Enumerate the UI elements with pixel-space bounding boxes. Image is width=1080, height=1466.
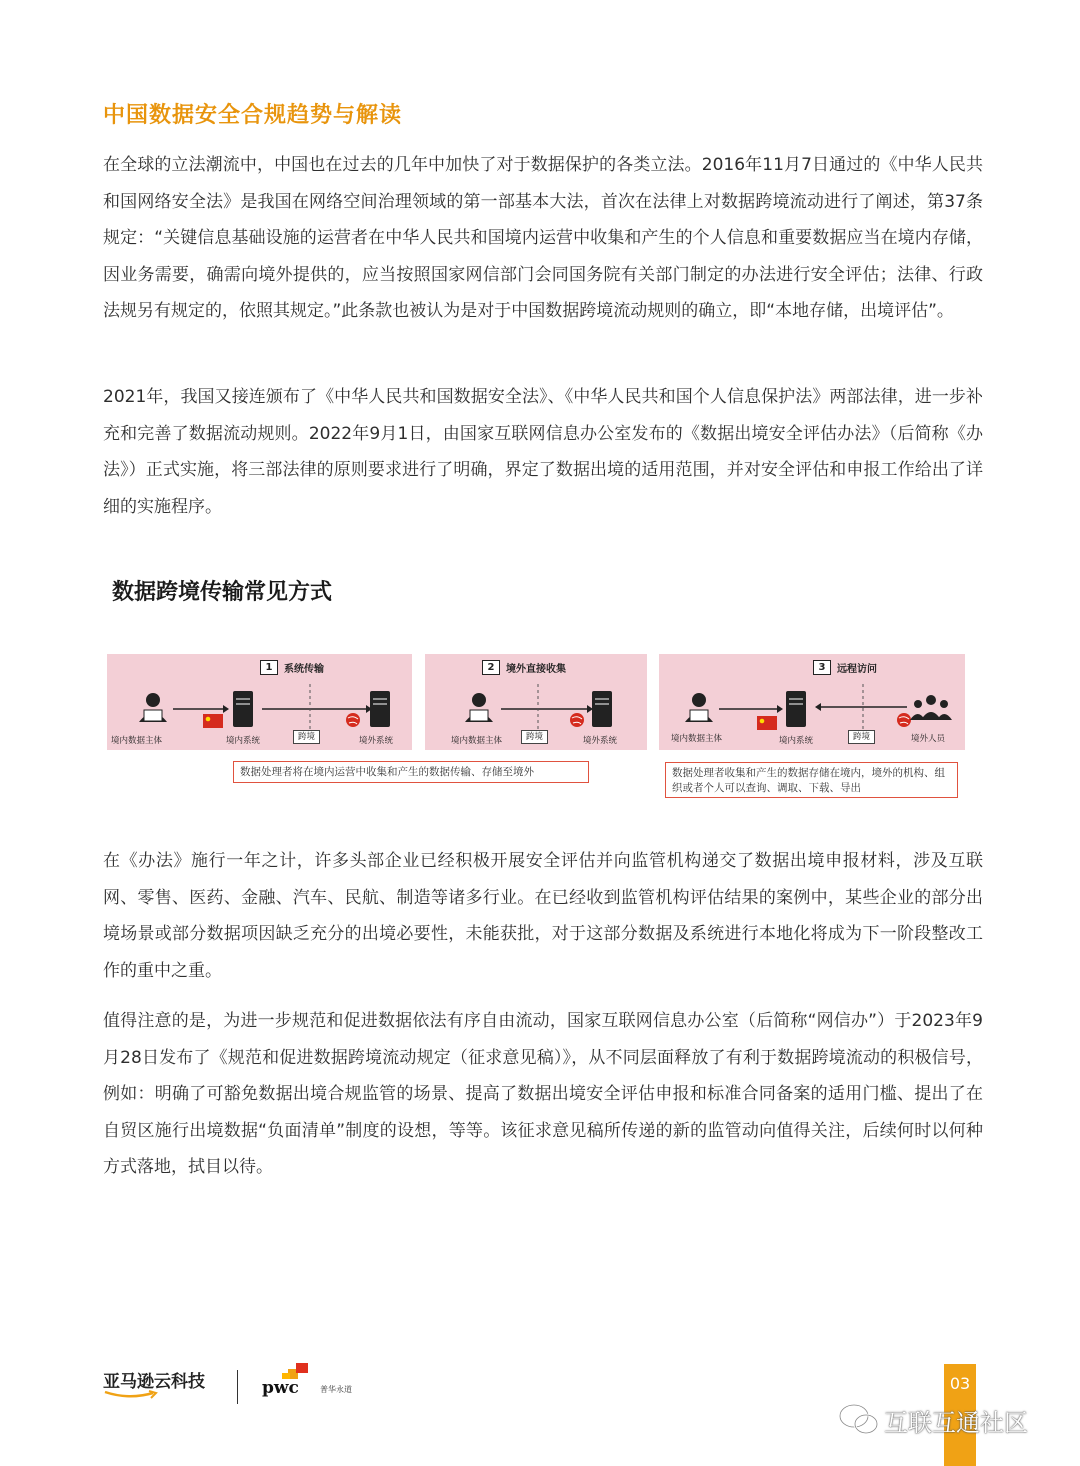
diagram-panel-system-transfer xyxy=(107,654,412,750)
panel-title xyxy=(813,660,877,675)
panel-number: 3 xyxy=(813,660,831,675)
label-subject: 境内数据主体 xyxy=(671,734,723,744)
label-cross-border: 跨境 xyxy=(521,730,548,744)
paragraph-3: 在《办法》施行一年之计，许多头部企业已经积极开展安全评估并向监管机构递交了数据出境申报材料，涉及互联网、零售、医药、金融、汽车、民航、制造等诸多行业。在已经收到监管机构评估结果的案例中，某些企业的部分出境场景或部分数据项因缺乏充分的出境必要性，未能获批，对于这部分数据及系统进行本地化将成为下一阶段整改工作的重中之重。 xyxy=(103,851,983,981)
border-divider xyxy=(309,684,311,730)
paragraph-2: 2021年，我国又接连颁布了《中华人民共和国数据安全法》、《中华人民共和国个人信息保护法》两部法律，进一步补充和完善了数据流动规则。2022年9月1日，由国家互联网信息办公室发布的《数据出境安全评估办法》（后简称《办法》）正式实施，将三部法律的原则要求进行了明确，界定了数据出境的适用范围，并对安全评估和申报工作给出了详细的实施程序。 xyxy=(103,387,983,517)
label-cross-border: 跨境 xyxy=(293,730,320,744)
panel-title-text: 境外直接收集 xyxy=(506,664,566,675)
paragraph-4: 值得注意的是，为进一步规范和促进数据依法有序自由流动，国家互联网信息办公室（后简称“网信办”）于2023年9月28日发布了《规范和促进数据跨境流动规定（征求意见稿）》，从不同层面释放了有利于数据跨境流动的积极信号，例如：明确了可豁免数据出境合规监管的场景、提高了数据出境安全评估申报和标准合同备案的适用门槛、提出了在自贸区施行出境数据“负面清单”制度的设想，等等。该征求意见稿所传递的新的监管动向值得关注，后续何时以何种方式落地，拭目以待。 xyxy=(103,1011,983,1177)
aws-brand-logo: 亚马逊云科技 xyxy=(103,1372,205,1392)
diagram-title: 数据跨境传输常见方式 xyxy=(112,580,333,605)
server-icon xyxy=(232,690,254,728)
label-foreign-system: 境外系统 xyxy=(583,736,618,746)
panel-title xyxy=(260,660,324,675)
footer-divider xyxy=(237,1370,238,1404)
globe-icon xyxy=(345,712,361,728)
panel-title-text: 远程访问 xyxy=(837,664,877,675)
arrow-right-icon xyxy=(173,704,229,714)
person-laptop-icon xyxy=(135,692,171,724)
panel-number: 2 xyxy=(482,660,500,675)
section-heading: 中国数据安全合规趋势与解读 xyxy=(103,103,403,128)
diagram-note-transfer: 数据处理者将在境内运营中收集和产生的数据传输、存储至境外 xyxy=(233,761,589,783)
panel-title-text: 系统传输 xyxy=(284,664,324,675)
border-divider xyxy=(537,684,539,730)
diagram-panel-remote-access xyxy=(659,654,965,750)
server-icon xyxy=(785,690,807,728)
label-foreign-personnel: 境外人员 xyxy=(911,734,946,744)
label-subject: 境内数据主体 xyxy=(451,736,503,746)
panel-number: 1 xyxy=(260,660,278,675)
china-flag-icon xyxy=(203,714,223,728)
label-domestic-system: 境内系统 xyxy=(779,736,814,746)
label-domestic-system: 境内系统 xyxy=(226,736,261,746)
paragraph-1: 在全球的立法潮流中，中国也在过去的几年中加快了对于数据保护的各类立法。2016年11月7日通过的《中华人民共和国网络安全法》是我国在网络空间治理领域的第一部基本大法，首次在法律上对数据跨境流动进行了阐述，第37条规定：“关键信息基础设施的运营者在中华人民共和国境内运营中收集和产生的个人信息和重要数据应当在境内存储，因业务需要，确需向境外提供的，应当按照国家网信部门会同国务院有关部门制定的办法进行安全评估；法律、行政法规另有规定的，依照其规定。”此条款也被认为是对于中国数据跨境流动规则的确立，即“本地存储，出境评估”。 xyxy=(103,155,983,321)
arrow-right-icon xyxy=(719,704,783,714)
label-subject: 境内数据主体 xyxy=(111,736,163,746)
pwc-chinese-name: 普华永道 xyxy=(320,1385,352,1394)
globe-icon xyxy=(569,712,585,728)
server-icon xyxy=(369,690,391,728)
wechat-icon xyxy=(838,1402,880,1436)
label-cross-border: 跨境 xyxy=(848,730,875,744)
amazon-smile-icon xyxy=(103,1390,159,1400)
person-laptop-icon xyxy=(681,692,717,724)
border-divider xyxy=(862,684,864,730)
label-foreign-system: 境外系统 xyxy=(359,736,394,746)
diagram-note-remote-access: 数据处理者收集和产生的数据存储在境内，境外的机构、组织或者个人可以查询、调取、下载、导出 xyxy=(665,762,958,798)
pwc-logo-text: pwc xyxy=(262,1378,299,1398)
watermark-text: 互联互通社区 xyxy=(884,1409,1028,1437)
china-flag-icon xyxy=(757,716,777,730)
arrow-left-icon xyxy=(815,702,907,712)
page-number: 03 xyxy=(949,1374,971,1393)
panel-title xyxy=(482,660,566,675)
diagram-panel-direct-collection xyxy=(425,654,647,750)
server-icon xyxy=(591,690,613,728)
people-group-icon xyxy=(909,694,953,722)
pwc-logo-blocks-icon xyxy=(282,1363,310,1379)
person-laptop-icon xyxy=(461,692,497,724)
